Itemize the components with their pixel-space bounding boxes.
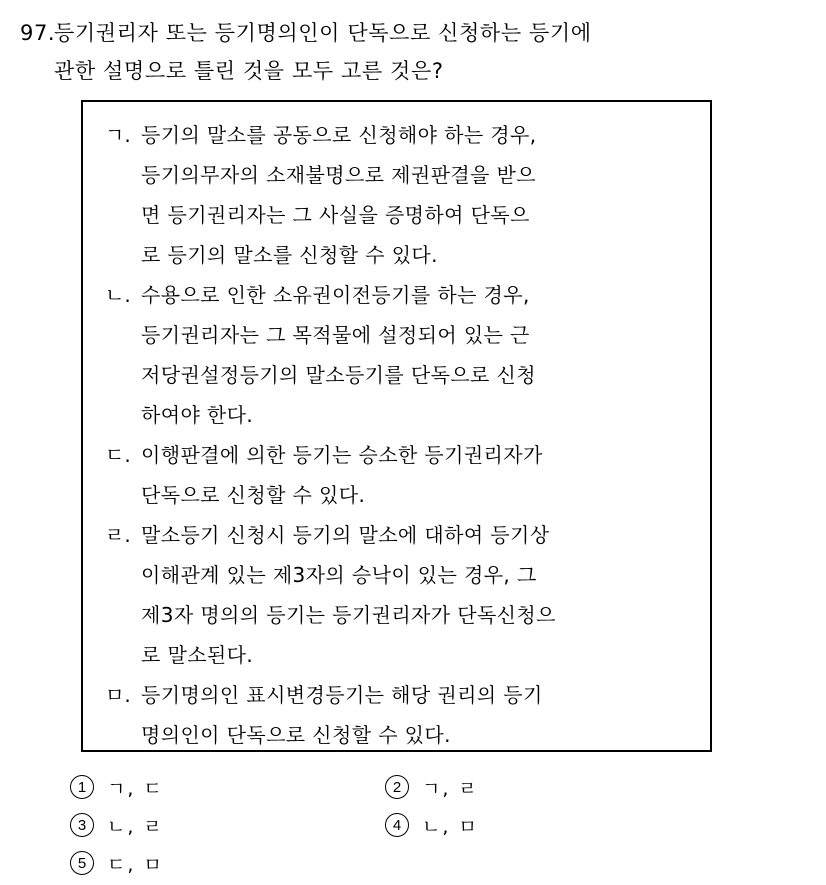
question-stem-line-2	[20, 52, 810, 90]
choice-row-1	[20, 768, 810, 806]
statement-item-2	[83, 275, 710, 435]
statement-line: 수용으로 인한 소유권이전등기를 하는 경우,	[141, 283, 530, 307]
statement-line: 로 말소된다.	[141, 643, 254, 667]
statement-item-4	[83, 515, 710, 675]
question-stem	[20, 14, 810, 90]
choice-text-3: ㄴ, ㄹ	[107, 815, 164, 838]
statement-line: 등기의무자의 소재불명으로 제권판결을 받으	[141, 163, 536, 187]
statement-label-rieul: ㄹ.	[105, 523, 131, 547]
statement-line: 등기권리자는 그 목적물에 설정되어 있는 근	[141, 323, 530, 347]
statement-line: 면 등기권리자는 그 사실을 증명하여 단독으	[141, 203, 530, 227]
statement-box	[81, 100, 712, 752]
statement-body-1	[141, 115, 710, 275]
statement-line: 등기의 말소를 공동으로 신청해야 하는 경우,	[141, 123, 537, 147]
answer-choice-1[interactable]	[20, 774, 355, 801]
statement-line: 명의인이 단독으로 신청할 수 있다.	[141, 723, 451, 747]
statement-line: 하여야 한다.	[141, 403, 254, 427]
statement-label-digeut: ㄷ.	[105, 443, 131, 467]
statement-body-5	[141, 675, 710, 755]
statement-body-3	[141, 435, 710, 515]
answer-choice-5[interactable]	[20, 850, 355, 877]
statement-line: 말소등기 신청시 등기의 말소에 대하여 등기상	[141, 523, 550, 547]
answer-choice-4[interactable]	[355, 812, 690, 839]
question-text-line-1: 등기권리자 또는 등기명의인이 단독으로 신청하는 등기에	[54, 21, 592, 45]
statement-line: 단독으로 신청할 수 있다.	[141, 483, 366, 507]
choice-marker-2: 2	[385, 775, 409, 799]
statement-line: 이해관계 있는 제3자의 승낙이 있는 경우, 그	[141, 563, 537, 587]
question-stem-line-1	[20, 14, 810, 52]
choice-row-2	[20, 806, 810, 844]
choice-text-4: ㄴ, ㅁ	[422, 815, 479, 838]
question-number: 97.	[20, 21, 56, 45]
statement-label-nieun: ㄴ.	[105, 283, 131, 307]
choice-row-3	[20, 844, 810, 882]
statement-label-giyeok: ㄱ.	[105, 123, 131, 147]
statement-list	[83, 102, 710, 755]
statement-item-1	[83, 115, 710, 275]
choice-marker-4: 4	[385, 813, 409, 837]
statement-line: 로 등기의 말소를 신청할 수 있다.	[141, 243, 438, 267]
statement-label-mieum: ㅁ.	[105, 683, 131, 707]
answer-choice-3[interactable]	[20, 812, 355, 839]
statement-line: 이행판결에 의한 등기는 승소한 등기권리자가	[141, 443, 543, 467]
answer-choice-2[interactable]	[355, 774, 690, 801]
statement-item-5	[83, 675, 710, 755]
question-text-line-2: 관한 설명으로 틀린 것을 모두 고른 것은?	[54, 59, 444, 83]
statement-line: 저당권설정등기의 말소등기를 단독으로 신청	[141, 363, 536, 387]
choice-marker-3: 3	[70, 813, 94, 837]
choice-marker-1: 1	[70, 775, 94, 799]
statement-line: 제3자 명의의 등기는 등기권리자가 단독신청으	[141, 603, 556, 627]
choice-marker-5: 5	[70, 851, 94, 875]
statement-item-3	[83, 435, 710, 515]
answer-choices	[20, 768, 810, 882]
choice-text-1: ㄱ, ㄷ	[107, 777, 164, 800]
statement-body-4	[141, 515, 710, 675]
choice-text-5: ㄷ, ㅁ	[107, 853, 164, 876]
statement-line: 등기명의인 표시변경등기는 해당 권리의 등기	[141, 683, 543, 707]
choice-text-2: ㄱ, ㄹ	[422, 777, 479, 800]
statement-body-2	[141, 275, 710, 435]
